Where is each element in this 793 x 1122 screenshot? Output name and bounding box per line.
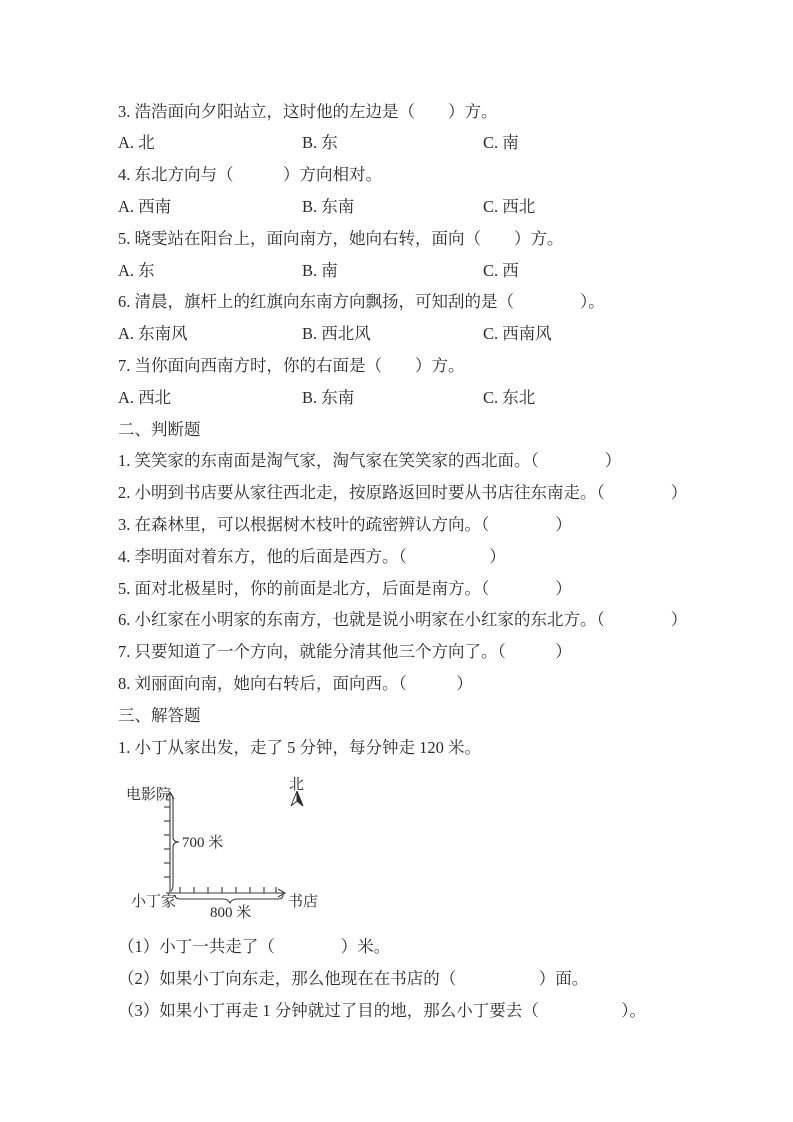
choice-option-a: A. 北 [118, 133, 155, 153]
choice-option-a: A. 西北 [118, 387, 172, 407]
choice-question-text: 7. 当你面向西南方时，你的右面是（ ）方。 [118, 356, 465, 376]
choice-option-c: C. 西北 [483, 197, 536, 217]
choice-option-b: B. 西北风 [302, 324, 371, 344]
judge-item: 7. 只要知道了一个方向，就能分清其他三个方向了。（ ） [118, 642, 572, 662]
choice-question [118, 350, 703, 382]
cinema-label: 电影院 [126, 786, 172, 803]
map-diagram-svg [118, 768, 328, 928]
choice-options [118, 128, 703, 160]
choice-option-a: A. 东南风 [118, 324, 188, 344]
choice-option-c: C. 西南风 [483, 324, 552, 344]
choice-option-b: B. 东南 [302, 387, 355, 407]
choice-question [118, 223, 703, 255]
judge-item: 1. 笑笑家的东南面是淘气家，淘气家在笑笑家的西北面。（ ） [118, 451, 622, 471]
choice-option-b: B. 东南 [302, 197, 355, 217]
solve-section [118, 700, 703, 1027]
judge-section [118, 414, 703, 700]
judge-item: 4. 李明面对着东方，他的后面是西方。（ ） [118, 546, 506, 566]
route-horizontal-line [166, 887, 285, 897]
choice-option-c: C. 西 [483, 260, 519, 280]
judge-item: 6. 小红家在小明家的东南方，也就是说小明家在小红家的东北方。（ ） [118, 610, 688, 630]
choice-options [118, 255, 703, 287]
solve-section-title: 三、解答题 [118, 705, 201, 725]
choice-question [118, 96, 703, 128]
choice-option-b: B. 东 [302, 133, 338, 153]
choice-options [118, 319, 703, 351]
vertical-distance-brace [171, 794, 179, 891]
solve-subquestion: （2）如果小丁向东走，那么他现在在书店的（ ）面。 [118, 969, 589, 989]
choice-question [118, 287, 703, 319]
bookstore-label: 书店 [288, 893, 319, 910]
choice-options [118, 191, 703, 223]
home-label: 小丁家 [131, 893, 177, 910]
solve-subquestion: （3）如果小丁再走 1 分钟就过了目的地，那么小丁要去（ ）。 [118, 1000, 646, 1020]
horizontal-distance-label: 800 米 [210, 904, 252, 921]
judge-item: 2. 小明到书店要从家往西北走，按原路返回时要从书店往东南走。（ ） [118, 483, 688, 503]
choice-option-b: B. 南 [302, 260, 338, 280]
map-diagram [118, 768, 703, 932]
choice-question-text: 3. 浩浩面向夕阳站立，这时他的左边是（ ）方。 [118, 101, 498, 121]
vertical-distance-label: 700 米 [182, 834, 224, 851]
choice-question [118, 160, 703, 192]
judge-item: 8. 刘丽面向南，她向右转后，面向西。（ ） [118, 673, 473, 693]
choice-option-a: A. 东 [118, 260, 155, 280]
judge-item: 5. 面对北极星时，你的前面是北方，后面是南方。（ ） [118, 578, 572, 598]
choice-option-c: C. 南 [483, 133, 519, 153]
choice-question-text: 6. 清晨，旗杆上的红旗向东南方向飘扬，可知刮的是（ ）。 [118, 292, 605, 312]
horizontal-distance-brace [175, 895, 283, 903]
choice-options [118, 382, 703, 414]
choice-section [118, 96, 703, 414]
north-label: 北 [289, 776, 305, 793]
judge-section-title: 二、判断题 [118, 419, 201, 439]
choice-question-text: 5. 晓雯站在阳台上，面向南方，她向右转，面向（ ）方。 [118, 228, 564, 248]
solve-subquestion: （1）小丁一共走了（ ）米。 [118, 937, 391, 957]
solve-problem-text: 1. 小丁从家出发，走了 5 分钟，每分钟走 120 米。 [118, 737, 481, 757]
choice-question-text: 4. 东北方向与（ ）方向相对。 [118, 165, 382, 185]
north-arrow-icon [291, 791, 303, 806]
choice-option-c: C. 东北 [483, 387, 536, 407]
choice-option-a: A. 西南 [118, 197, 172, 217]
judge-item: 3. 在森林里，可以根据树木枝叶的疏密辨认方向。（ ） [118, 515, 572, 534]
